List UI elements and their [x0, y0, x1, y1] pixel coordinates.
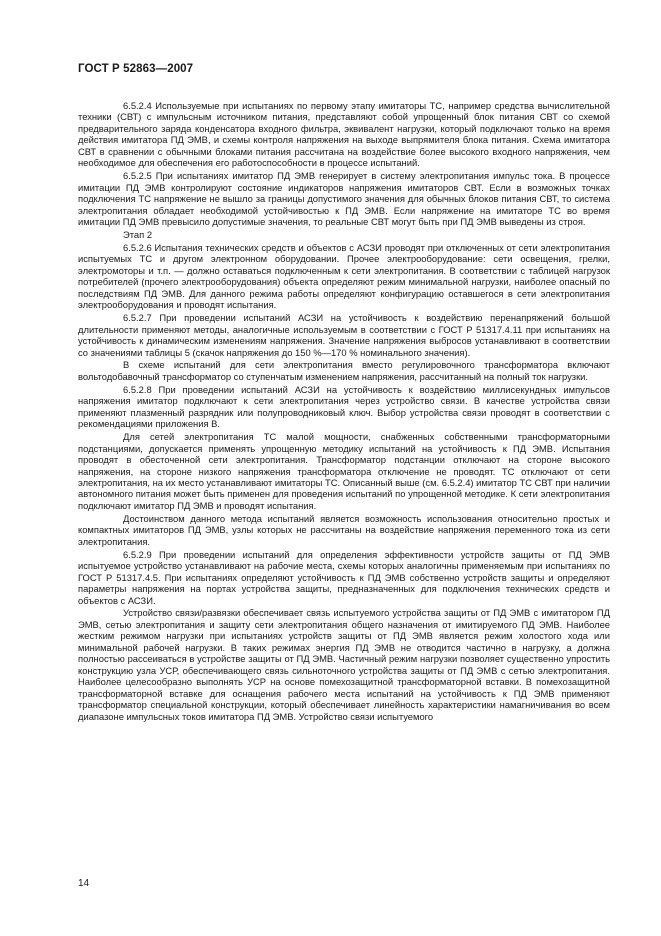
paragraph-6-5-2-4: 6.5.2.4 Используемые при испытаниях по первому этапу имитаторы ТС, например средства вычислительной техники (СВТ) с импульсным источником питания, представляют собой упрощенный блок питания СВТ со схемой предварительного заряда конденсатора входного фильтра, эквивалент нагрузки, который подключают только на время действия имитатора ПД ЭМВ, и схемы контроля напряжения на выходе выпрямителя блока питания. Схема имитатора СВТ в сравнении с обычными блоками питания рассчитана на воздействие более высокого входного напряжения, чем необходимое для обеспечения его работоспособности в процессе испытаний.	[78, 100, 610, 169]
paragraph-low-power-networks: Для сетей электропитания ТС малой мощности, снабженных собственными трансформаторными подстанциями, допускается применять упрощенную методику испытаний на устойчивость к ПД ЭМВ. Испытания проводят в обесточенной сети электропитания. Трансформатор подстанции отключают на стороне высокого напряжения, на стороне низкого напряжения трансформатора отключение не проводят. ТС отключают от сети электропитания, на их место устанавливают имитаторы ТС. Описанный выше (см. 6.5.2.4) имитатор ТС СВТ при наличии автономного питания может быть применен для проведения испытаний по упрощенной методике. К сети электропитания подключают имитатор ПД ЭМВ и проводят испытания.	[78, 431, 610, 511]
stage-heading: Этап 2	[123, 228, 153, 240]
paragraph-6-5-2-9: 6.5.2.9 При проведении испытаний для определения эффективности устройств защиты от ПД ЭМВ испытуемое устройство устанавливают на рабочие места, схемы которых аналогичны применяемым при испытаниях по ГОСТ Р 51317.4.5. При испытаниях определяют устойчивость к ПД ЭМВ собственно устройств защиты и определяют параметры напряжения на портах устройства защиты, предназначенных для подключения технических средств и объектов с АСЗИ.	[78, 548, 610, 606]
paragraph-6-5-2-8: 6.5.2.8 При проведении испытаний АСЗИ на устойчивость к воздействию миллисекундных импульсов напряжения имитатор подключают к сети электропитания через устройство связи. В качестве устройства связи применяют плазменный разрядник или полупроводниковый ключ. Выбор устройства связи проводят в соответствии с рекомендациями приложения В.	[78, 383, 610, 430]
paragraph-test-circuit: В схеме испытаний для сети электропитания вместо регулировочного трансформатора включают вольтодобавочный трансформатор со ступенчатым изменением напряжения, рассчитанный на полный ток нагрузки.	[78, 359, 610, 382]
paragraph-6-5-2-6: 6.5.2.6 Испытания технических средств и объектов с АСЗИ проводят при отключенных от сети электропитания испытуемых ТС и другом электронном оборудовании. Прочее электрооборудование: сети освещения, грелки, электромоторы и т.п. — должно оставаться подключенным к сети электропитания. В соответствии с таблицей нагрузок потребителей (прочего электрооборудования) объекта определяют режим минимальной нагрузки, наиболее опасный по последствиям ПД ЭМВ. Для данного режима работы определяют конфигурацию оставшегося в сети электропитания электрооборудования и проводят испытания.	[78, 241, 610, 311]
document-header: ГОСТ Р 52863—2007	[78, 63, 194, 75]
paragraph-6-5-2-7: 6.5.2.7 При проведении испытаний АСЗИ на устойчивость к воздействию перенапряжений большой длительности применяют методы, аналогичные используемым в соответствии с ГОСТ Р 51317.4.11 при испытаниях на устойчивость к динамическим изменениям напряжения. Значение напряжения выбросов устанавливают в соответствии со значениями таблицы 5 (скачок напряжения до 150 %—170 % номинального значения).	[78, 312, 610, 358]
paragraph-6-5-2-5: 6.5.2.5 При испытаниях имитатор ПД ЭМВ генерирует в систему электропитания импульс тока. В процессе имитации ПД ЭМВ контролируют состояние индикаторов напряжения имитаторов СВТ. Если в возможных точках подключения ТС напряжение не вышло за границы допустимого значения для обычных блоков питания СВТ, то система электропитания обладает необходимой устойчивостью к ПД ЭМВ. Если напряжение на имитаторе ТС во время имитации ПД ЭМВ превысило допустимые значения, то реальные СВТ могут быть при ПД ЭМВ выведены из строя.	[78, 170, 610, 228]
paragraph-coupling-device: Устройство связи/развязки обеспечивает связь испытуемого устройства защиты от ПД ЭМВ с имитатором ПД ЭМВ, сетью электропитания и защиту сети электропитания общего назначения от имитируемого ПД ЭМВ. Наиболее жестким режимом нагрузки при испытаниях устройств защиты от ПД ЭМВ является режим холостого хода или минимальной рабочей нагрузки. В таких режимах энергия ПД ЭМВ не отводится частично в нагрузку, а должна полностью рассеиваться в устройстве защиты от ПД ЭМВ. Частичный режим нагрузки позволяет существенно упростить конструкцию узла УСР, обеспечивающего связь сильноточного устройства защиты от ПД ЭМВ с сетью электропитания. Наиболее целесообразно выполнять УСР на основе помехозащитной трансформаторной вставки. В помехозащитной трансформаторной вставке для оснащения рабочего места испытаний на устойчивость к ПД ЭМВ применяют трансформатор специальной конструкции, который обеспечивает линейность характеристики намагничивания во всем диапазоне импульсных токов имитатора ПД ЭМВ. Устройство связи испытуемого	[78, 607, 610, 722]
page-number: 14	[78, 878, 90, 889]
document-body	[78, 100, 610, 724]
paragraph-method-advantage: Достоинством данного метода испытаний является возможность использования относительно простых и компактных имитаторов ПД ЭМВ, узлы которых не рассчитаны на воздействие напряжения переменного тока из сети электропитания.	[78, 512, 610, 547]
